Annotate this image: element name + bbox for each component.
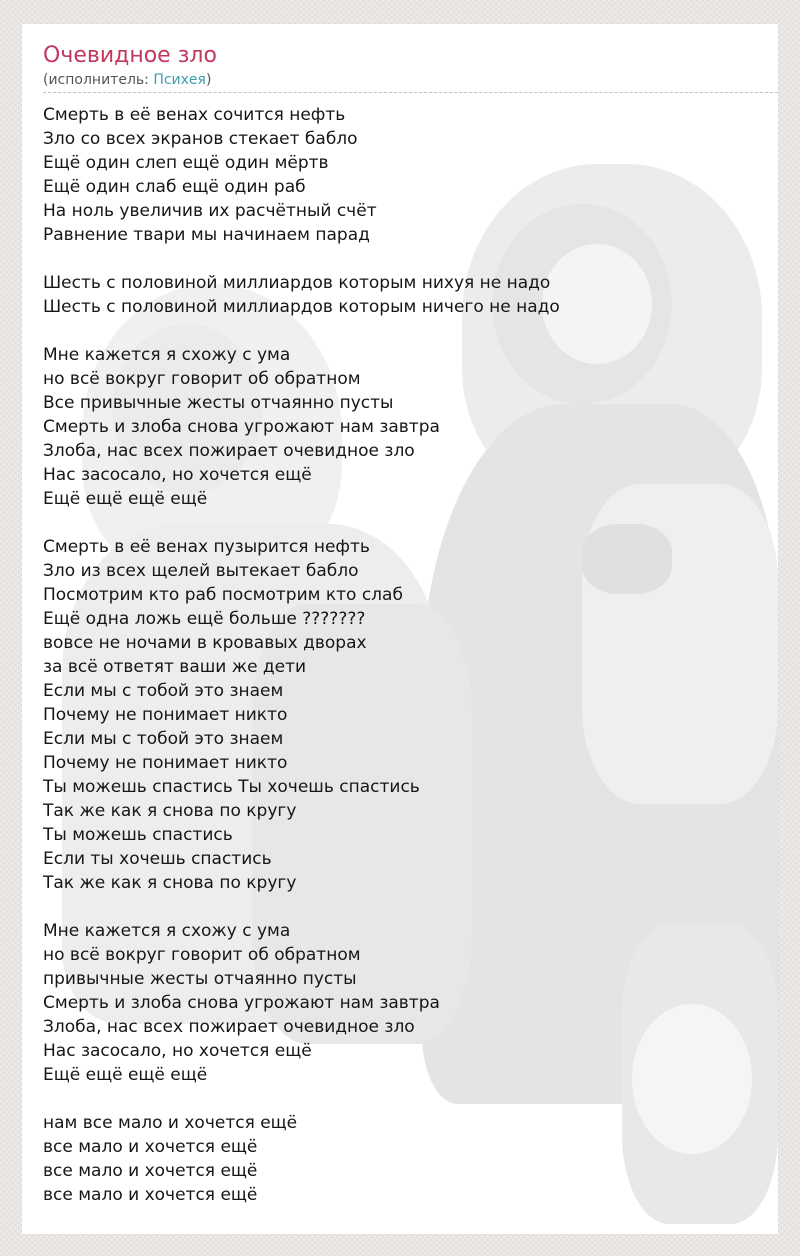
- lyric-line: Равнение твари мы начинаем парад: [43, 225, 370, 245]
- lyric-line: все мало и хочется ещё: [43, 1161, 258, 1181]
- lyric-line: все мало и хочется ещё: [43, 1137, 258, 1157]
- lyric-line: Если мы с тобой это знаем: [43, 681, 284, 701]
- lyric-line: Посмотрим кто раб посмотрим кто слаб: [43, 585, 403, 605]
- lyric-line: Мне кажется я схожу с ума: [43, 921, 291, 941]
- lyric-line: вовсе не ночами в кровавых дворах: [43, 633, 367, 653]
- lyric-line: за всё ответят ваши же дети: [43, 657, 307, 677]
- lyric-line: нам все мало и хочется ещё: [43, 1113, 298, 1133]
- lyric-line: Почему не понимает никто: [43, 753, 288, 773]
- lyric-line: Злоба, нас всех пожирает очевидное зло: [43, 1017, 415, 1037]
- lyric-line: Нас засосало, но хочется ещё: [43, 465, 312, 485]
- lyrics-card: [22, 24, 778, 1234]
- lyric-line: Ещё один слаб ещё один раб: [43, 177, 306, 197]
- artist-prefix: (исполнитель:: [43, 72, 154, 88]
- lyric-line: Смерть и злоба снова угрожают нам завтра: [43, 417, 440, 437]
- verse-6: [43, 1111, 778, 1207]
- lyric-line: Смерть и злоба снова угрожают нам завтра: [43, 993, 440, 1013]
- artist-link[interactable]: Психея: [153, 72, 206, 88]
- lyric-line: Если ты хочешь спастись: [43, 849, 272, 869]
- verse-1: [43, 103, 778, 247]
- lyric-line: Смерть в её венах сочится нефть: [43, 105, 346, 125]
- lyric-line: но всё вокруг говорит об обратном: [43, 945, 361, 965]
- lyric-line: Нас засосало, но хочется ещё: [43, 1041, 312, 1061]
- verse-4: [43, 535, 778, 895]
- lyric-line: Ещё ещё ещё ещё: [43, 1065, 208, 1085]
- lyric-line: Все привычные жесты отчаянно пусты: [43, 393, 394, 413]
- artist-line: [43, 70, 778, 90]
- lyric-line: Ты можешь спастись Ты хочешь спастись: [43, 777, 420, 797]
- lyric-line: Ещё одна ложь ещё больше ???????: [43, 609, 366, 629]
- lyric-line: Ещё один слеп ещё один мёртв: [43, 153, 329, 173]
- lyric-line: Зло из всех щелей вытекает бабло: [43, 561, 359, 581]
- lyrics-content: [43, 42, 778, 1231]
- lyrics-text: [43, 103, 778, 1207]
- lyric-line: Мне кажется я схожу с ума: [43, 345, 291, 365]
- verse-3: [43, 343, 778, 511]
- title-divider: [43, 92, 778, 93]
- lyric-line: Смерть в её венах пузырится нефть: [43, 537, 370, 557]
- song-title: Очевидное зло: [43, 43, 217, 68]
- lyric-line: Если мы с тобой это знаем: [43, 729, 284, 749]
- lyric-line: Злоба, нас всех пожирает очевидное зло: [43, 441, 415, 461]
- lyric-line: Зло со всех экранов стекает бабло: [43, 129, 358, 149]
- lyric-line: но всё вокруг говорит об обратном: [43, 369, 361, 389]
- lyric-line: Почему не понимает никто: [43, 705, 288, 725]
- lyric-line: привычные жесты отчаянно пусты: [43, 969, 357, 989]
- verse-5: [43, 919, 778, 1087]
- lyric-line: Шесть с половиной миллиардов которым ничего не надо: [43, 297, 560, 317]
- lyric-line: Ещё ещё ещё ещё: [43, 489, 208, 509]
- verse-2: [43, 271, 778, 319]
- lyric-line: На ноль увеличив их расчётный счёт: [43, 201, 377, 221]
- lyric-line: Шесть с половиной миллиардов которым нихуя не надо: [43, 273, 551, 293]
- lyric-line: все мало и хочется ещё: [43, 1185, 258, 1205]
- artist-suffix: ): [205, 72, 212, 88]
- lyric-line: Ты можешь спастись: [43, 825, 233, 845]
- lyric-line: Так же как я снова по кругу: [43, 873, 297, 893]
- lyric-line: Так же как я снова по кругу: [43, 801, 297, 821]
